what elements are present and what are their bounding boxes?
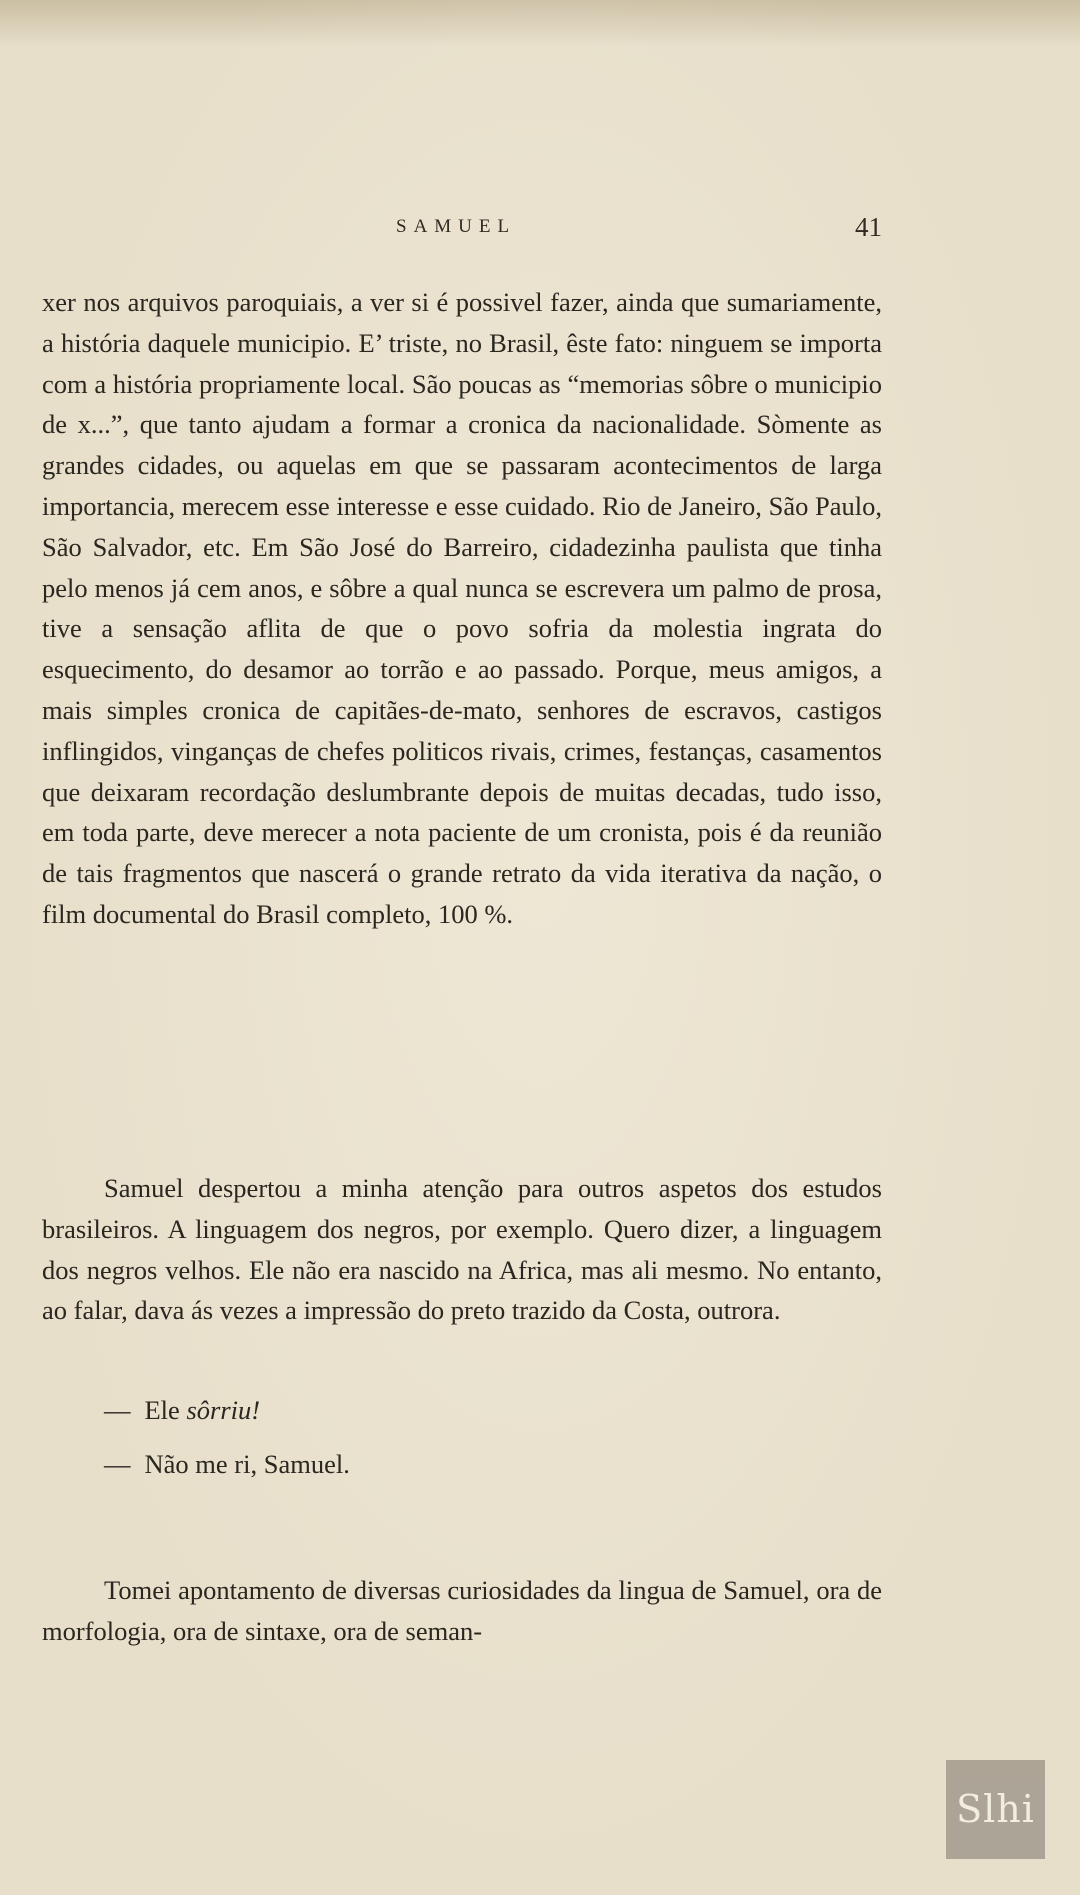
paragraph-samuel (42, 1168, 882, 1331)
paragraph-text: xer nos arquivos paroquiais, a ver si é possivel fazer, ainda que sumariamente, a história daquele municipio. E’ triste, no Brasil, êste fato: ninguem se importa com a história propriamente local. São poucas as “memorias sôbre o municipio de x...”, que tanto ajudam a formar a cronica da nacionalidade. Sòmente as grandes cidades, ou aquelas em que se passaram acontecimentos de larga importancia, merecem esse interesse e esse cuidado. Rio de Janeiro, São Paulo, São Salvador, etc. Em São José do Barreiro, cidadezinha paulista que tinha pelo menos já cem anos, e sôbre a qual nunca se escrevera um palmo de prosa, tive a sensação aflita de que o povo sofria da molestia ingrata do esquecimento, do desamor ao torrão e ao passado. Porque, meus amigos, a mais simples cronica de capitães-de-mato, senhores de escravos, castigos inflingidos, vinganças de chefes politicos rivais, crimes, festanças, casamentos que deixaram recordação deslumbrante depois de muitas decadas, tudo isso, em toda parte, deve merecer a nota paciente de um cronista, pois é da reunião de tais fragmentos que nascerá o grande retrato da vida iterativa da nação, o film documental do Brasil completo, 100 %. (42, 287, 882, 929)
running-title: SAMUEL (396, 216, 517, 237)
running-head (396, 212, 882, 252)
page-number: 41 (855, 212, 882, 242)
paragraph-text: Tomei apontamento de diversas curiosidades da lingua de Samuel, ora de morfologia, ora de sintaxe, ora de seman- (42, 1575, 882, 1646)
dialogue-text: Não me ri, Samuel. (144, 1449, 350, 1479)
dialogue-text: Ele (144, 1395, 180, 1425)
em-dash: — (104, 1449, 131, 1479)
logo-text: Slhi (956, 1787, 1035, 1831)
dialogue-line-2 (104, 1444, 350, 1484)
dialogue-line-1 (104, 1390, 260, 1430)
library-logo (946, 1760, 1045, 1859)
dialogue-italic-text: sôrriu! (186, 1395, 261, 1425)
paragraph-text: Samuel despertou a minha atenção para outros aspetos dos estudos brasileiros. A linguagem dos negros, por exemplo. Quero dizer, a linguagem dos negros velhos. Ele não era nascido na Africa, mas ali mesmo. No entanto, ao falar, dava ás vezes a impressão do preto trazido da Costa, outrora. (42, 1173, 882, 1326)
paragraph-continued (42, 282, 882, 935)
paragraph-notes (42, 1570, 882, 1652)
em-dash: — (104, 1395, 131, 1425)
